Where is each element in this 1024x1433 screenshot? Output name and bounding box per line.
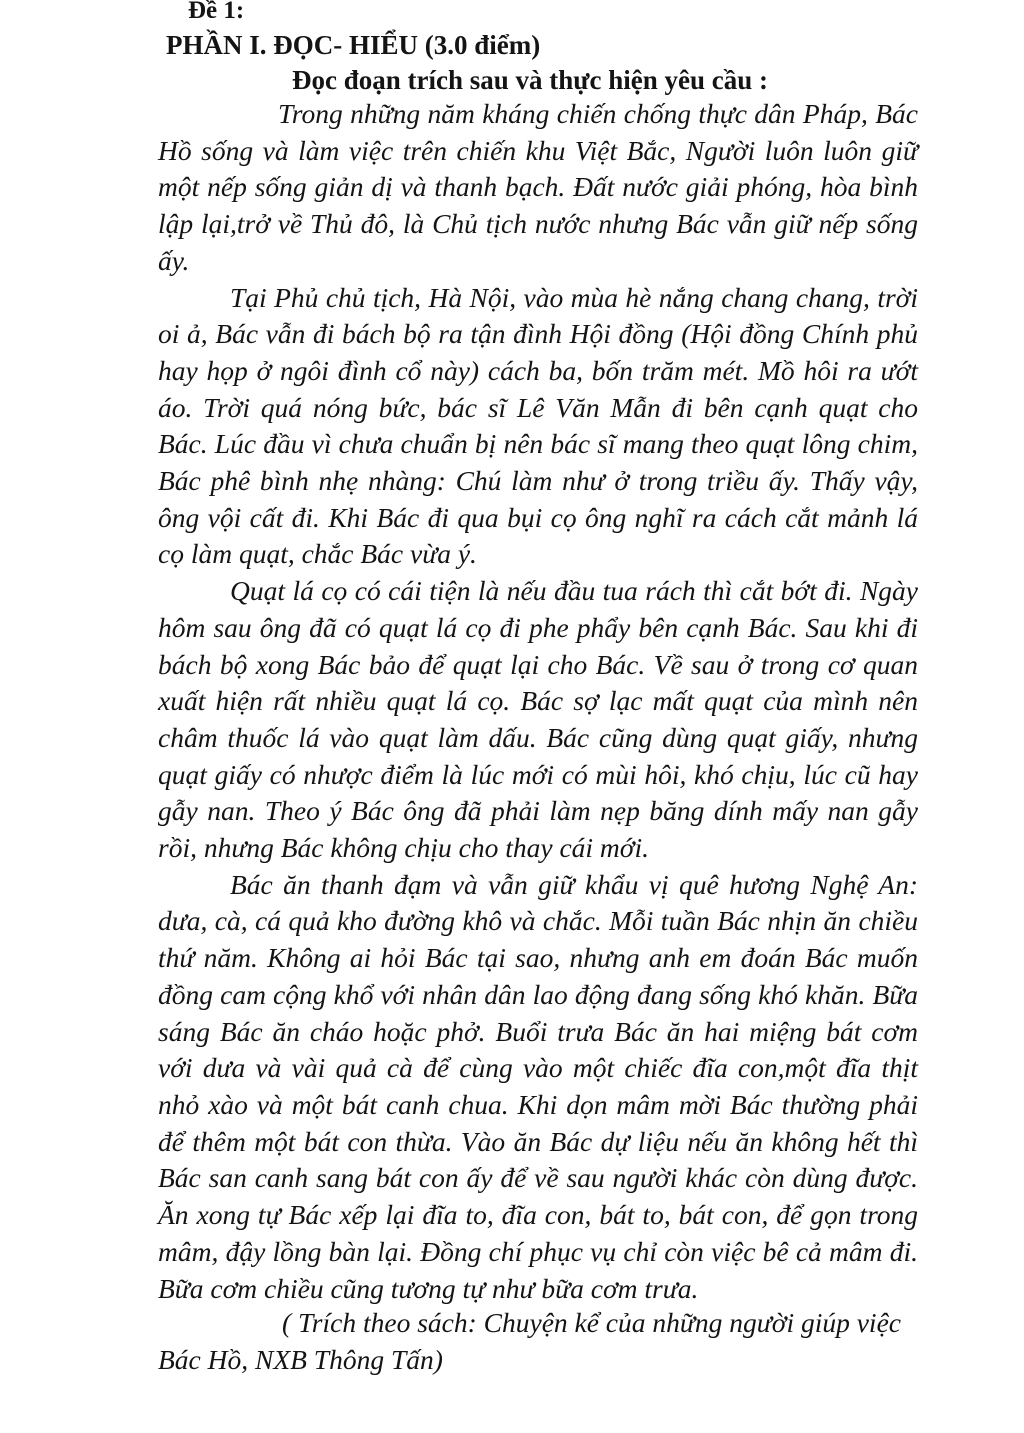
reading-passage [158,96,918,1307]
passage-paragraph-1: Trong những năm kháng chiến chống thực dân Pháp, Bác Hồ sống và làm việc trên chiến khu Việt Bắc, Người luôn luôn giữ một nếp sống giản dị và thanh bạch. Đất nước giải phóng, hòa bình lập lại,trở về Thủ đô, là Chủ tịch nước nhưng Bác vẫn giữ nếp sống ấy. [158,98,918,276]
passage-paragraph-2: Tại Phủ chủ tịch, Hà Nội, vào mùa hè nắng chang chang, trời oi ả, Bác vẫn đi bách bộ ra tận đình Hội đồng (Hội đồng Chính phủ hay họp ở ngôi đình cổ này) cách ba, bốn trăm mét. Mồ hôi ra ướt áo. Trời quá nóng bức, bác sĩ Lê Văn Mẫn đi bên cạnh quạt cho Bác. Lúc đầu vì chưa chuẩn bị nên bác sĩ mang theo quạt lông chim, Bác phê bình nhẹ nhàng: Chú làm như ở trong triều ấy. Thấy vậy, ông vội cất đi. Khi Bác đi qua bụi cọ ông nghĩ ra cách cắt mảnh lá cọ làm quạt, chắc Bác vừa ý. [158,281,918,570]
section-title: PHẦN I. ĐỌC- HIỂU (3.0 điểm) [166,30,541,60]
reading-instruction: Đọc đoạn trích sau và thực hiện yêu cầu : [292,65,768,95]
passage-paragraph-3: Quạt lá cọ có cái tiện là nếu đầu tua rách thì cắt bớt đi. Ngày hôm sau ông đã có quạt lá cọ đi phe phẩy bên cạnh Bác. Sau khi đi bách bộ xong Bác bảo để quạt lại cho Bác. Về sau ở trong cơ quan xuất hiện rất nhiều quạt lá cọ. Bác sợ lạc mất quạt của mình nên châm thuốc lá vào quạt làm dấu. Bác cũng dùng quạt giấy, nhưng quạt giấy có nhược điểm là lúc mới có mùi hôi, khó chịu, lúc cũ hay gẫy nan. Theo ý Bác ông đã phải làm nẹp băng dính mấy nan gẫy rồi, nhưng Bác không chịu cho thay cái mới. [158,575,918,864]
passage-paragraph-4: Bác ăn thanh đạm và vẫn giữ khẩu vị quê hương Nghệ An: dưa, cà, cá quả kho đường khô và chắc. Mỗi tuần Bác nhịn ăn chiều thứ năm. Không ai hỏi Bác tại sao, nhưng anh em đoán Bác muốn đồng cam cộng khổ với nhân dân lao động đang sống khó khăn. Bữa sáng Bác ăn cháo hoặc phở. Buổi trưa Bác ăn hai miệng bát cơm với dưa và vài quả cà để cùng vào một chiếc đĩa con,một đĩa thịt nhỏ xào và một bát canh chua. Khi dọn mâm mời Bác thường phải để thêm một bát con thừa. Vào ăn Bác dự liệu nếu ăn không hết thì Bác san canh sang bát con ấy để về sau người khác còn dùng được. Ăn xong tự Bác xếp lại đĩa to, đĩa con, bát to, bát con, để gọn trong mâm, đậy lồng bàn lại. Đồng chí phục vụ chỉ còn việc bê cả mâm đi. Bữa cơm chiều cũng tương tự như bữa cơm trưa. [158,868,918,1304]
exam-label: Đề 1: [188,0,245,24]
source-citation: ( Trích theo sách: Chuyện kể của những người giúp việc Bác Hồ, NXB Thông Tấn) [158,1307,901,1375]
